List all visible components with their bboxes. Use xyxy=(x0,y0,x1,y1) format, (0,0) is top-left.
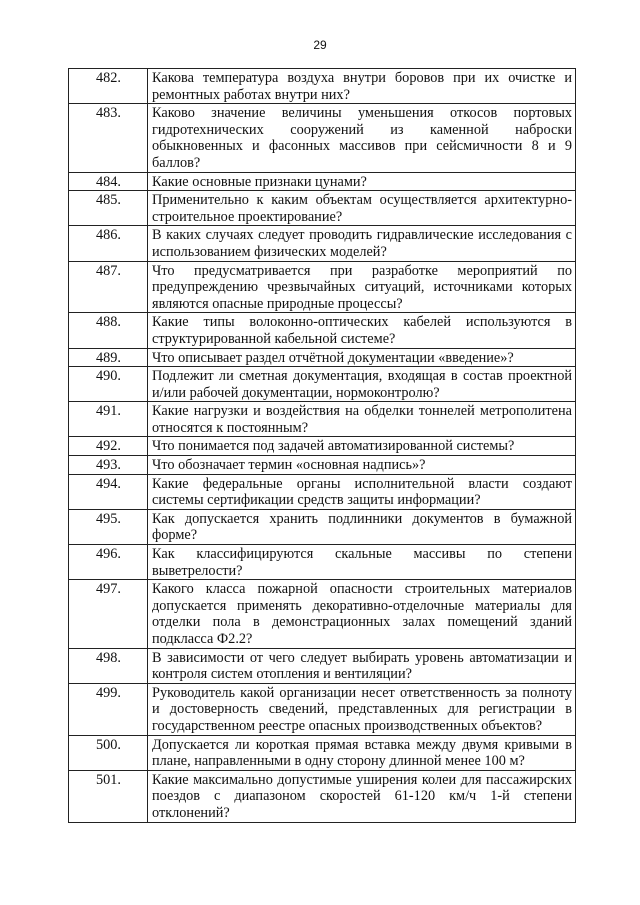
question-text: Допускается ли короткая прямая вставка между двумя кривыми в плане, направленными в одну сторону длинной менее 100 м? xyxy=(148,735,576,770)
question-text: Подлежит ли сметная документация, входящая в состав проектной и/или рабочей документации, нормоконтролю? xyxy=(148,367,576,402)
table-row xyxy=(69,191,576,226)
question-text: Применительно к каким объектам осуществляется архитектурно-строительное проектирование? xyxy=(148,191,576,226)
question-number: 482. xyxy=(69,69,148,104)
page-number: 29 xyxy=(313,38,327,52)
table-row xyxy=(69,509,576,544)
question-text: Руководитель какой организации несет ответственность за полноту и достоверность сведений, представленных для регистрации в государственном реестре опасных производственных объектов? xyxy=(148,683,576,735)
question-text: Что понимается под задачей автоматизированной системы? xyxy=(148,437,576,456)
question-number: 490. xyxy=(69,367,148,402)
question-text: Какие максимально допустимые уширения колеи для пассажирских поездов с диапазоном скоростей 61-120 км/ч 1-й степени отклонений? xyxy=(148,770,576,822)
table-row xyxy=(69,770,576,822)
question-number: 499. xyxy=(69,683,148,735)
question-text: Как классифицируются скальные массивы по степени выветрелости? xyxy=(148,545,576,580)
question-text: В каких случаях следует проводить гидравлические исследования с использованием физических моделей? xyxy=(148,226,576,261)
table-row xyxy=(69,104,576,172)
question-text: Какие федеральные органы исполнительной власти создают системы сертификации средств защиты информации? xyxy=(148,474,576,509)
table-row xyxy=(69,226,576,261)
question-text: Что предусматривается при разработке мероприятий по предупреждению чрезвычайных ситуаций, источниками которых являются опасные природные процессы? xyxy=(148,261,576,313)
question-text: Какие типы волоконно-оптических кабелей используются в структурированной кабельной системе? xyxy=(148,313,576,348)
table-row xyxy=(69,474,576,509)
questions-table-body xyxy=(69,69,576,823)
question-number: 483. xyxy=(69,104,148,172)
table-row xyxy=(69,735,576,770)
question-number: 486. xyxy=(69,226,148,261)
question-number: 496. xyxy=(69,545,148,580)
table-row xyxy=(69,313,576,348)
question-text: В зависимости от чего следует выбирать уровень автоматизации и контроля систем отопления и вентиляции? xyxy=(148,648,576,683)
table-row xyxy=(69,69,576,104)
question-number: 489. xyxy=(69,348,148,367)
question-text: Какие основные признаки цунами? xyxy=(148,172,576,191)
table-row xyxy=(69,402,576,437)
question-number: 498. xyxy=(69,648,148,683)
question-number: 501. xyxy=(69,770,148,822)
question-text: Как допускается хранить подлинники документов в бумажной форме? xyxy=(148,509,576,544)
question-number: 484. xyxy=(69,172,148,191)
question-text: Что описывает раздел отчётной документации «введение»? xyxy=(148,348,576,367)
question-text: Какого класса пожарной опасности строительных материалов допускается применять декоративно-отделочные материалы для отделки пола в демонстрационных залах помещений зданий подкласса Ф2.2? xyxy=(148,580,576,648)
question-number: 497. xyxy=(69,580,148,648)
question-number: 493. xyxy=(69,456,148,475)
question-number: 491. xyxy=(69,402,148,437)
question-text: Что обозначает термин «основная надпись»? xyxy=(148,456,576,475)
question-text: Какие нагрузки и воздействия на обделки тоннелей метрополитена относятся к постоянным? xyxy=(148,402,576,437)
table-row xyxy=(69,348,576,367)
table-row xyxy=(69,367,576,402)
question-number: 495. xyxy=(69,509,148,544)
question-number: 494. xyxy=(69,474,148,509)
table-row xyxy=(69,456,576,475)
table-row xyxy=(69,648,576,683)
table-row xyxy=(69,437,576,456)
question-number: 492. xyxy=(69,437,148,456)
questions-table xyxy=(68,68,576,823)
table-row xyxy=(69,580,576,648)
question-text: Какова температура воздуха внутри боровов при их очистке и ремонтных работах внутри них? xyxy=(148,69,576,104)
question-text: Каково значение величины уменьшения откосов портовых гидротехнических сооружений из каменной наброски обыкновенных и фасонных массивов при сейсмичности 8 и 9 баллов? xyxy=(148,104,576,172)
question-number: 485. xyxy=(69,191,148,226)
table-row xyxy=(69,545,576,580)
question-number: 500. xyxy=(69,735,148,770)
table-row xyxy=(69,261,576,313)
table-row xyxy=(69,683,576,735)
question-number: 487. xyxy=(69,261,148,313)
table-row xyxy=(69,172,576,191)
question-number: 488. xyxy=(69,313,148,348)
